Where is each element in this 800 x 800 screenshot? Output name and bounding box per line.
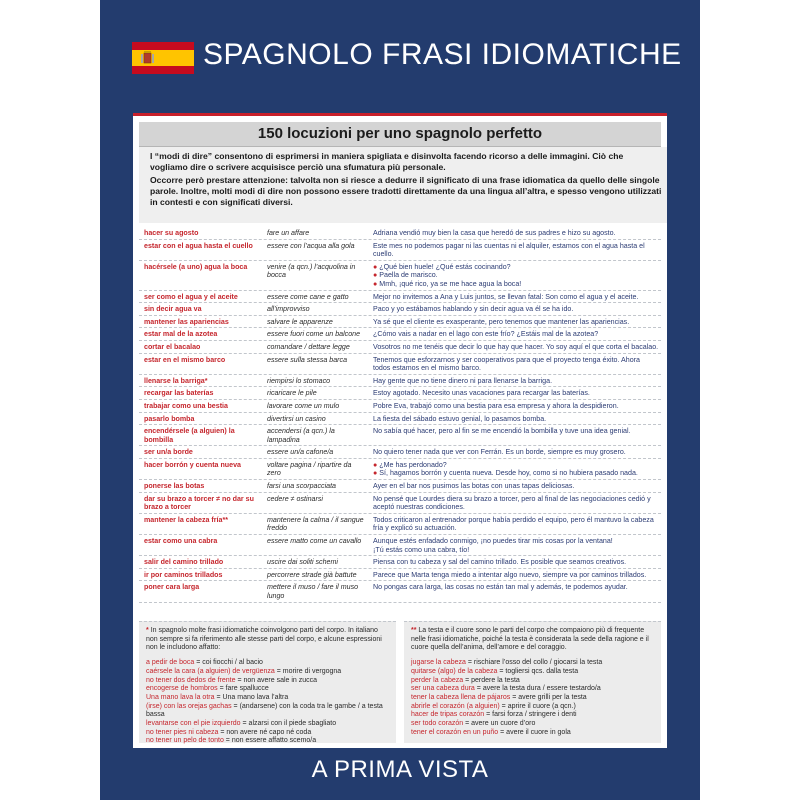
example-line [373, 293, 659, 302]
table-row [139, 387, 661, 400]
italian-meaning: salvare le apparenze [267, 317, 333, 326]
example-text: Ayer en el bar nos pusimos las botas con unas tapas deliciosas. [373, 482, 575, 491]
footnote-italian: = non avere né capo né coda [220, 728, 312, 736]
example-line [373, 448, 659, 457]
example-text: Todos criticaron al entrenador porque había perdido el equipo, pero él mantuvo la cabeza fría y explicó su actuación. [373, 515, 654, 533]
example-sentence [369, 514, 661, 534]
footnote-italian: = rischiare l’osso del collo / giocarsi la testa [467, 659, 603, 667]
example-sentence [369, 261, 661, 290]
italian-meaning: mantenere la calma / il sangue freddo [267, 515, 364, 533]
example-text: No pongas cara larga, las cosas no están tan mal y además, te podemos ayudar. [373, 583, 628, 592]
spanish-idiom: encendérsele (a alguien) la bombilla [144, 427, 235, 444]
italian-meaning: cedere ≠ ostinarsi [267, 494, 323, 503]
phrase-table [139, 227, 661, 603]
table-row [139, 493, 661, 514]
spanish-idiom: pasarlo bomba [144, 414, 195, 423]
example-sentence [369, 240, 661, 260]
table-row [139, 354, 661, 375]
example-text: Estoy agotado. Necesito unas vacaciones para recargar las baterías. [373, 389, 590, 398]
example-sentence [369, 303, 661, 315]
example-sentence [369, 569, 661, 581]
example-text: Mejor no invitemos a Ana y Luis juntos, se llevan fatal: Son como el agua y el aceite. [373, 292, 639, 301]
table-row [139, 569, 661, 582]
example-text: ¿Qué bien huele! ¿Qué estás cocinando? [379, 262, 511, 271]
footnote-italian: = avere il cuore in gola [500, 728, 571, 736]
footnote-spanish: no tener un pelo de tonto [146, 737, 224, 745]
italian-meaning: essere con l’acqua alla gola [267, 241, 355, 250]
table-row [139, 556, 661, 569]
footnote-italian: = togliersi qcs. dalla testa [499, 667, 579, 675]
example-line [373, 427, 659, 436]
example-line [373, 305, 659, 314]
spanish-idiom: hacer borrón y cuenta nueva [144, 460, 241, 469]
italian-meaning: venire (a qcn.) l’acquolina in bocca [267, 262, 356, 280]
spanish-idiom: trabajar como una bestia [144, 401, 228, 410]
footnote-italian: = morire di vergogna [276, 667, 342, 675]
footnote-item [146, 685, 389, 694]
example-sentence [369, 581, 661, 601]
footnote-item [411, 694, 654, 703]
example-line [373, 495, 659, 512]
example-line [373, 415, 659, 424]
table-row [139, 480, 661, 493]
footnote-italian: = alzarsi con il piede sbagliato [242, 720, 337, 728]
spanish-idiom: poner cara larga [144, 583, 200, 592]
footnote-item [411, 677, 654, 686]
footnote-item [146, 668, 389, 677]
example-line [373, 537, 659, 546]
footnote-spanish: jugarse la cabeza [411, 659, 466, 667]
italian-meaning: accendersi (a qcn.) la lampadina [267, 427, 335, 444]
italian-meaning: mettere il muso / fare il muso lungo [267, 583, 359, 600]
footnote-spanish: no tener pies ni cabeza [146, 728, 219, 736]
publisher-brand: A PRIMA VISTA [311, 756, 489, 783]
example-line [373, 229, 659, 238]
italian-meaning: fare un affare [267, 229, 310, 237]
example-text: No sabía qué hacer, pero al fin se me encendió la bombilla y tuve una idea genial. [373, 427, 631, 436]
example-text: Vosotros no me tenéis que decir lo que hay que hacer. Yo soy aquí el que corta el bacalao. [373, 342, 659, 351]
spanish-idiom: ser un/a borde [144, 448, 193, 457]
footnote-list [411, 659, 654, 737]
footnote-spanish: tener el corazón en un puño [411, 728, 499, 736]
example-text: Pobre Eva, trabajó como una bestia para esa empresa y ahora la despidieron. [373, 401, 619, 410]
footnote-spanish: levantarse con el pie izquierdo [146, 720, 241, 728]
table-row [139, 425, 661, 446]
example-sentence [369, 556, 661, 568]
example-line [373, 558, 659, 567]
table-row [139, 400, 661, 413]
spanish-idiom: hacérsele (a uno) agua la boca [144, 262, 248, 271]
footnote-list [146, 659, 389, 746]
italian-meaning: uscire dai soliti schemi [267, 558, 338, 567]
footnote-item [146, 737, 389, 746]
example-text: No pensé que Lourdes diera su brazo a torcer, pero al final de las negociaciones cedió y aceptó nuestras condiciones. [373, 494, 651, 512]
italian-meaning: all’improvviso [267, 305, 310, 314]
footnote-spanish: ser una cabeza dura [411, 685, 475, 693]
intro-paragraph: I “modi di dire” consentono di esprimersi in maniera spigliata e disinvolta facendo ricorso a delle immagini. Ciò che vogliamo dire o scrivere acquisisce perciò una sfumatura più personale. [150, 151, 624, 172]
example-text: ¡Tú estás como una cabra, tío! [373, 545, 470, 554]
example-text: Sí, hagamos borrón y cuenta nueva. Desde hoy, como si no hubiera pasado nada. [379, 469, 638, 478]
italian-meaning: comandare / dettare legge [267, 342, 350, 351]
footnote-text: La testa e il cuore sono le parti del corpo che compaiono più di frequente nelle frasi idiomatiche, poiché la testa è considerata la sede della ragione e il cuore quella dell’anima, dell’amore e del coraggio. [411, 627, 649, 652]
example-text: Adriana vendió muy bien la casa que heredó de sus padres e hizo su agosto. [373, 229, 616, 237]
footnote-item [411, 659, 654, 668]
footnote-italian: = non essere affatto scemo/a [225, 737, 317, 745]
footnote-spanish: no tener dos dedos de frente [146, 676, 236, 684]
table-row [139, 375, 661, 388]
spanish-idiom: hacer su agosto [144, 229, 199, 237]
card-heading: 150 locuzioni per uno spagnolo perfetto [139, 122, 661, 147]
footnote-italian: = (andarsene) con la coda tra le gambe / a testa bassa [146, 702, 383, 719]
footnote-text: In spagnolo molte frasi idiomatiche coinvolgono parti del corpo. In italiano non sempre si fa riferimento alle stesse parti del corpo, e alcune espressioni non le includono affatto: [146, 627, 382, 652]
example-line [373, 402, 659, 411]
bullet-icon: ● [373, 271, 378, 280]
example-sentence [369, 375, 661, 387]
footnote-spanish: hacer de tripas corazón [411, 711, 485, 719]
example-line [373, 318, 659, 327]
footnote-item [411, 711, 654, 720]
italian-meaning: voltare pagina / ripartire da zero [267, 460, 352, 478]
spain-flag-icon [132, 42, 194, 74]
intro-paragraph: Occorre però prestare attenzione: talvolta non si riesce a dedurre il significato di una frase idiomatica da quello delle singole parole. Inoltre, molti modi di dire non possono essere tradotti direttamente da una lingua all’altra, e spesso vengono utilizzati in contesti e con significati diversi. [150, 175, 662, 207]
example-text: Aunque estés enfadado conmigo, ¡no puedes tirar mis cosas por la ventana! [373, 537, 613, 546]
example-line [373, 242, 659, 259]
italian-meaning: farsi una scorpacciata [267, 482, 337, 491]
example-line [373, 469, 659, 478]
spanish-idiom: ir por caminos trillados [144, 570, 223, 579]
example-line [373, 330, 659, 339]
footnote-spanish: ser todo corazón [411, 720, 464, 728]
italian-meaning: riempirsi lo stomaco [267, 376, 331, 385]
example-text: Parece que Marta tenga miedo a intentar algo nuevo, siempre va por caminos trillados. [373, 570, 647, 579]
example-text: Tenemos que esforzarnos y ser cooperativos para que el proyecto tenga éxito. Ahora todos estamos en el mismo barco. [373, 355, 640, 373]
example-sentence [369, 425, 661, 445]
example-text: ¿Cómo vais a nadar en el lago con este frío? ¿Estáis mal de la azotea? [373, 330, 599, 339]
example-line [373, 571, 659, 580]
example-sentence [369, 387, 661, 399]
footnote-marker: * [146, 627, 149, 634]
italian-meaning: divertirsi un casino [267, 414, 326, 423]
example-line [373, 377, 659, 386]
footnote-item [146, 677, 389, 686]
italian-meaning: lavorare come un mulo [267, 401, 340, 410]
table-row [139, 227, 661, 240]
example-sentence [369, 328, 661, 340]
example-sentence [369, 291, 661, 303]
spanish-idiom: salir del camino trillado [144, 558, 224, 567]
footnote-spanish: (irse) con las orejas gachas [146, 702, 232, 710]
example-sentence [369, 413, 661, 425]
example-text: Hay gente que no tiene dinero ni para llenarse la barriga. [373, 376, 553, 385]
footnote-italian: = coi fiocchi / al bacio [196, 659, 263, 667]
example-sentence [369, 535, 661, 555]
table-row [139, 446, 661, 459]
example-sentence [369, 354, 661, 374]
footnote-item [146, 720, 389, 729]
spanish-idiom: estar como una cabra [144, 537, 218, 546]
bullet-icon: ● [373, 469, 378, 478]
spanish-idiom: mantener la cabeza fría** [144, 515, 228, 524]
example-text: Piensa con tu cabeza y sal del camino trillado. Es posible que seamos creativos. [373, 558, 627, 567]
example-text: No quiero tener nada que ver con Ferrán. Es un borde, siempre es muy grosero. [373, 448, 626, 457]
italian-meaning: essere come cane e gatto [267, 292, 349, 301]
page-title: SPAGNOLO FRASI IDIOMATICHE [203, 38, 682, 71]
example-sentence [369, 459, 661, 479]
spanish-idiom: ponerse las botas [144, 482, 205, 491]
example-line [373, 263, 659, 272]
example-line [373, 389, 659, 398]
footnote-italian: = avere un cuore d’oro [465, 720, 536, 728]
footnote-right [404, 621, 661, 743]
footnote-item [411, 729, 654, 738]
bullet-icon: ● [373, 262, 378, 271]
table-row [139, 413, 661, 426]
footnote-item [411, 668, 654, 677]
example-text: ¿Me has perdonado? [379, 460, 447, 469]
footnote-left [139, 621, 396, 743]
spanish-idiom: recargar las baterías [144, 389, 214, 398]
table-row [139, 328, 661, 341]
example-line [373, 271, 659, 280]
example-text: Paella de marisco. [379, 271, 438, 280]
table-row [139, 240, 661, 261]
example-line [373, 356, 659, 373]
footnote-spanish: Una mano lava la otra [146, 693, 215, 701]
table-row [139, 316, 661, 329]
italian-meaning: essere matto come un cavallo [267, 537, 362, 546]
example-line [373, 546, 659, 555]
footnote-item [411, 685, 654, 694]
example-text: Paco y yo estábamos hablando y sin decir agua va él se ha ido. [373, 305, 574, 314]
footnote-spanish: a pedir de boca [146, 659, 195, 667]
footnote-item [146, 703, 389, 720]
spanish-idiom: cortar el bacalao [144, 342, 201, 351]
table-row [139, 341, 661, 354]
table-row [139, 291, 661, 304]
footnotes [139, 621, 661, 743]
spanish-idiom: sin decir agua va [144, 305, 202, 314]
table-row [139, 261, 661, 291]
footnote-spanish: perder la cabeza [411, 676, 464, 684]
example-line [373, 461, 659, 470]
table-row [139, 535, 661, 556]
footnote-italian: = avere grilli per la testa [512, 693, 587, 701]
italian-meaning: ricaricare le pile [267, 389, 317, 398]
footnote-italian: = non avere sale in zucca [237, 676, 318, 684]
table-row [139, 581, 661, 602]
example-text: La fiesta del sábado estuvo genial, lo pasamos bomba. [373, 414, 547, 423]
table-row [139, 514, 661, 535]
example-text: Mmh, ¡qué rico, ya se me hace agua la boca! [379, 279, 522, 288]
spanish-idiom: estar con el agua hasta el cuello [144, 241, 253, 250]
spanish-idiom: ser como el agua y el aceite [144, 292, 238, 301]
example-sentence [369, 446, 661, 458]
example-line [373, 343, 659, 352]
footnote-marker: ** [411, 627, 417, 634]
example-sentence [369, 480, 661, 492]
spanish-idiom: estar mal de la azotea [144, 330, 218, 339]
footnote-spanish: tener la cabeza llena de pájaros [411, 693, 511, 701]
footnote-spanish: caérsele la cara (a alguien) de vergüenza [146, 667, 275, 675]
spanish-idiom: llenarse la barriga* [144, 376, 208, 385]
footnote-item [146, 694, 389, 703]
example-line [373, 516, 659, 533]
footnote-item [411, 703, 654, 712]
bullet-icon: ● [373, 460, 378, 469]
footnote-spanish: abrirle el corazón (a alguien) [411, 702, 500, 710]
spanish-idiom: mantener las apariencias [144, 317, 229, 326]
footnote-item [146, 729, 389, 738]
phrase-card [133, 113, 667, 748]
footnote-italian: = Una mano lava l’altra [216, 693, 289, 701]
footnote-spanish: encogerse de hombros [146, 685, 218, 693]
footnote-italian: = avere la testa dura / essere testardo/a [476, 685, 601, 693]
example-sentence [369, 227, 661, 239]
footnote-italian: = aprire il cuore (a qcn.) [501, 702, 576, 710]
example-text: Este mes no podemos pagar ni las cuentas ni el alquiler, estamos con el agua hasta el cuello. [373, 241, 645, 259]
footnote-italian: = perdere la testa [465, 676, 520, 684]
italian-meaning: essere sulla stessa barca [267, 355, 348, 364]
example-line [373, 583, 659, 592]
footnote-italian: = fare spallucce [219, 685, 269, 693]
footnote-item [146, 659, 389, 668]
example-sentence [369, 400, 661, 412]
example-line [373, 280, 659, 289]
example-sentence [369, 493, 661, 513]
italian-meaning: percorrere strade già battute [267, 570, 357, 579]
bullet-icon: ● [373, 279, 378, 288]
spanish-idiom: estar en el mismo barco [144, 355, 226, 364]
example-text: Ya sé que el cliente es exasperante, pero tenemos que mantener las apariencias. [373, 317, 630, 326]
example-sentence [369, 316, 661, 328]
italian-meaning: essere un/a cafone/a [267, 448, 334, 457]
footnote-item [411, 720, 654, 729]
intro-text [139, 147, 667, 223]
example-line [373, 482, 659, 491]
footnote-spanish: quitarse (algo) de la cabeza [411, 667, 498, 675]
footnote-italian: = farsi forza / stringere i denti [486, 711, 577, 719]
table-row [139, 303, 661, 316]
italian-meaning: essere fuori come un balcone [267, 330, 361, 339]
table-row [139, 459, 661, 480]
spanish-idiom: dar su brazo a torcer ≠ no dar su brazo a torcer [144, 494, 254, 512]
example-sentence [369, 341, 661, 353]
